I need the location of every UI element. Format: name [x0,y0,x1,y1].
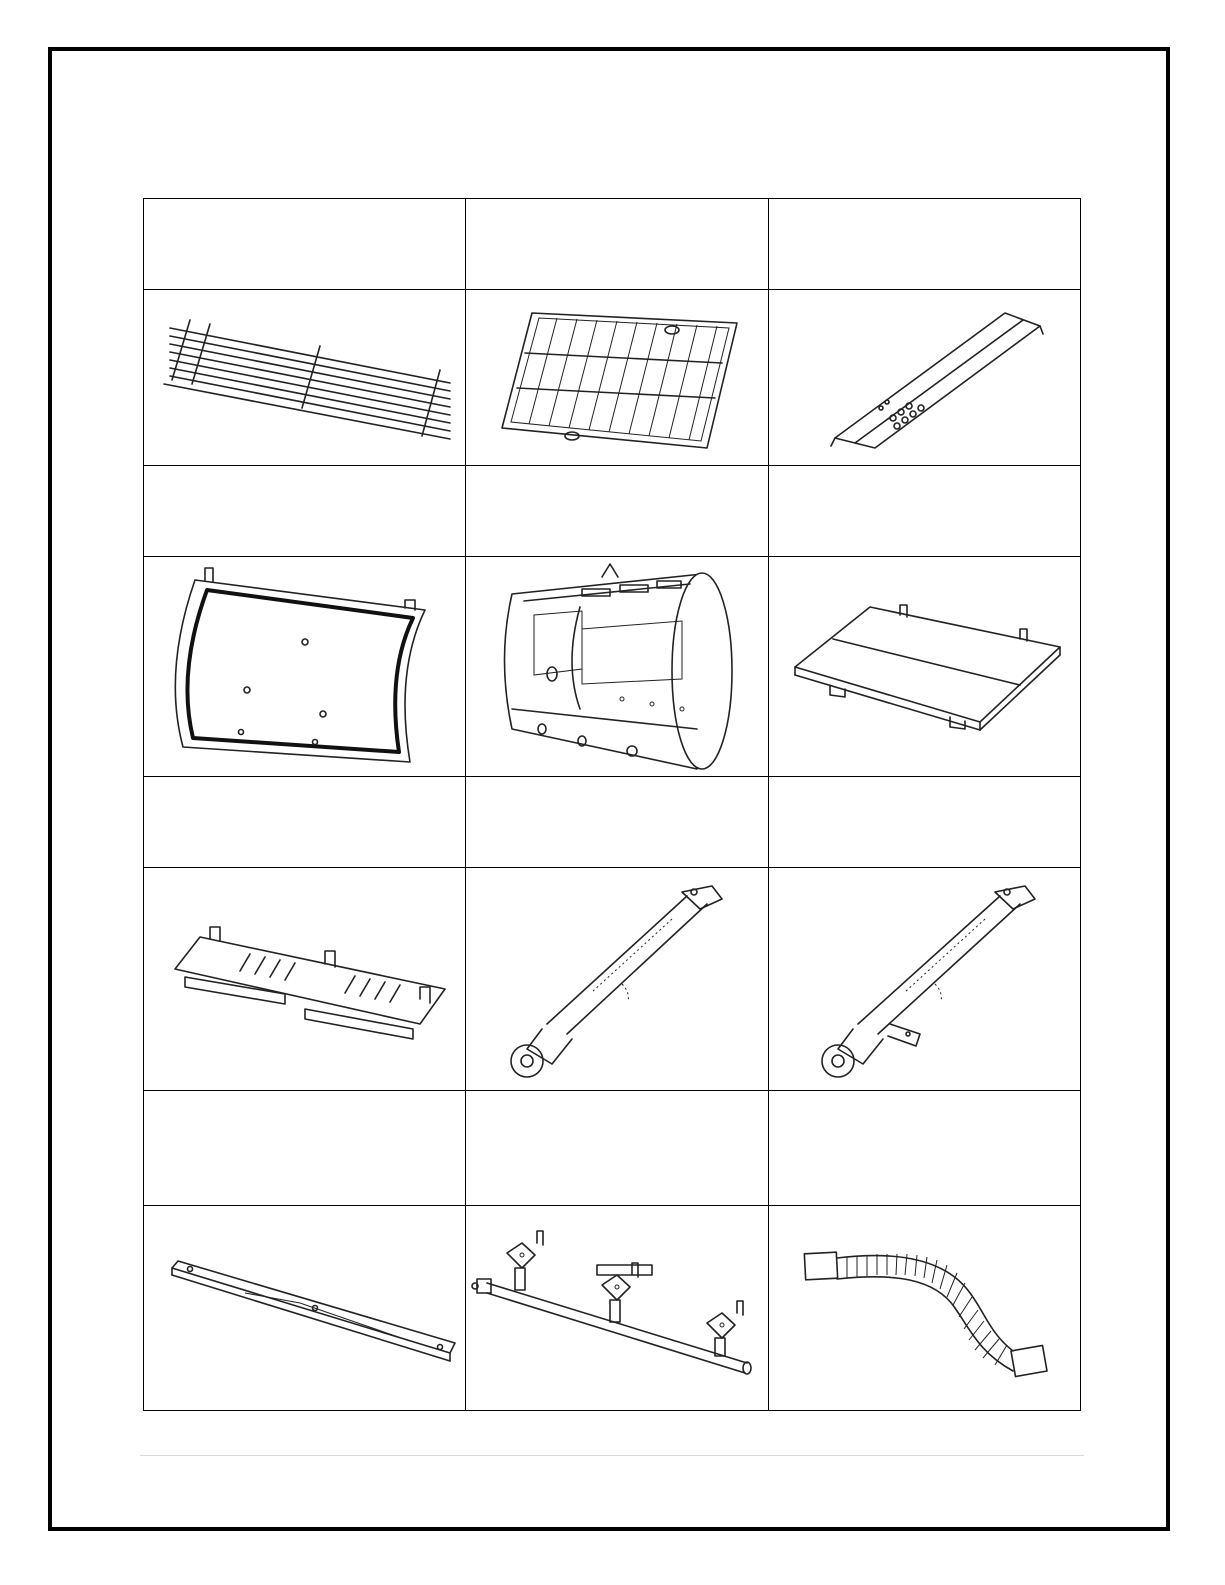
part-label-cell [466,466,769,557]
warming-rack-plate-icon [775,567,1075,767]
image-row [144,1206,1081,1411]
part-image-cell [466,868,769,1091]
part-image-cell [769,1206,1081,1411]
part-label-cell [466,199,769,290]
tube-burner-with-bracket-icon [780,874,1070,1084]
part-label-cell [769,199,1081,290]
part-label-cell [769,777,1081,868]
burner-support-plate-icon [155,879,455,1079]
heat-tent-icon [775,298,1075,458]
part-label-cell [144,1091,466,1206]
label-row [144,466,1081,557]
lid-panel-icon [155,562,455,772]
angle-rail-icon [150,1213,460,1403]
cast-iron-cooking-grate-icon [467,298,767,458]
part-image-cell [466,557,769,777]
part-label-cell [466,777,769,868]
part-label-cell [466,1091,769,1206]
label-row [144,1091,1081,1206]
valve-manifold-icon [467,1213,767,1403]
part-image-cell [144,1206,466,1411]
part-image-cell [769,557,1081,777]
part-image-cell [769,868,1081,1091]
label-row [144,199,1081,290]
image-row [144,290,1081,466]
tube-burner-icon [472,874,762,1084]
firebox-barrel-icon [472,559,762,774]
part-image-cell [144,557,466,777]
image-row [144,868,1081,1091]
parts-table [143,198,1081,1411]
label-row [144,777,1081,868]
part-label-cell [144,777,466,868]
part-image-cell [144,868,466,1091]
part-label-cell [769,466,1081,557]
footer-rule [140,1455,1084,1456]
part-image-cell [769,290,1081,466]
part-label-cell [144,466,466,557]
part-image-cell [466,1206,769,1411]
part-label-cell [769,1091,1081,1206]
part-image-cell [466,290,769,466]
part-label-cell [144,199,466,290]
part-image-cell [144,290,466,466]
cooking-grid-wire-icon [150,298,460,458]
image-row [144,557,1081,777]
flexible-gas-hose-icon [775,1213,1075,1403]
